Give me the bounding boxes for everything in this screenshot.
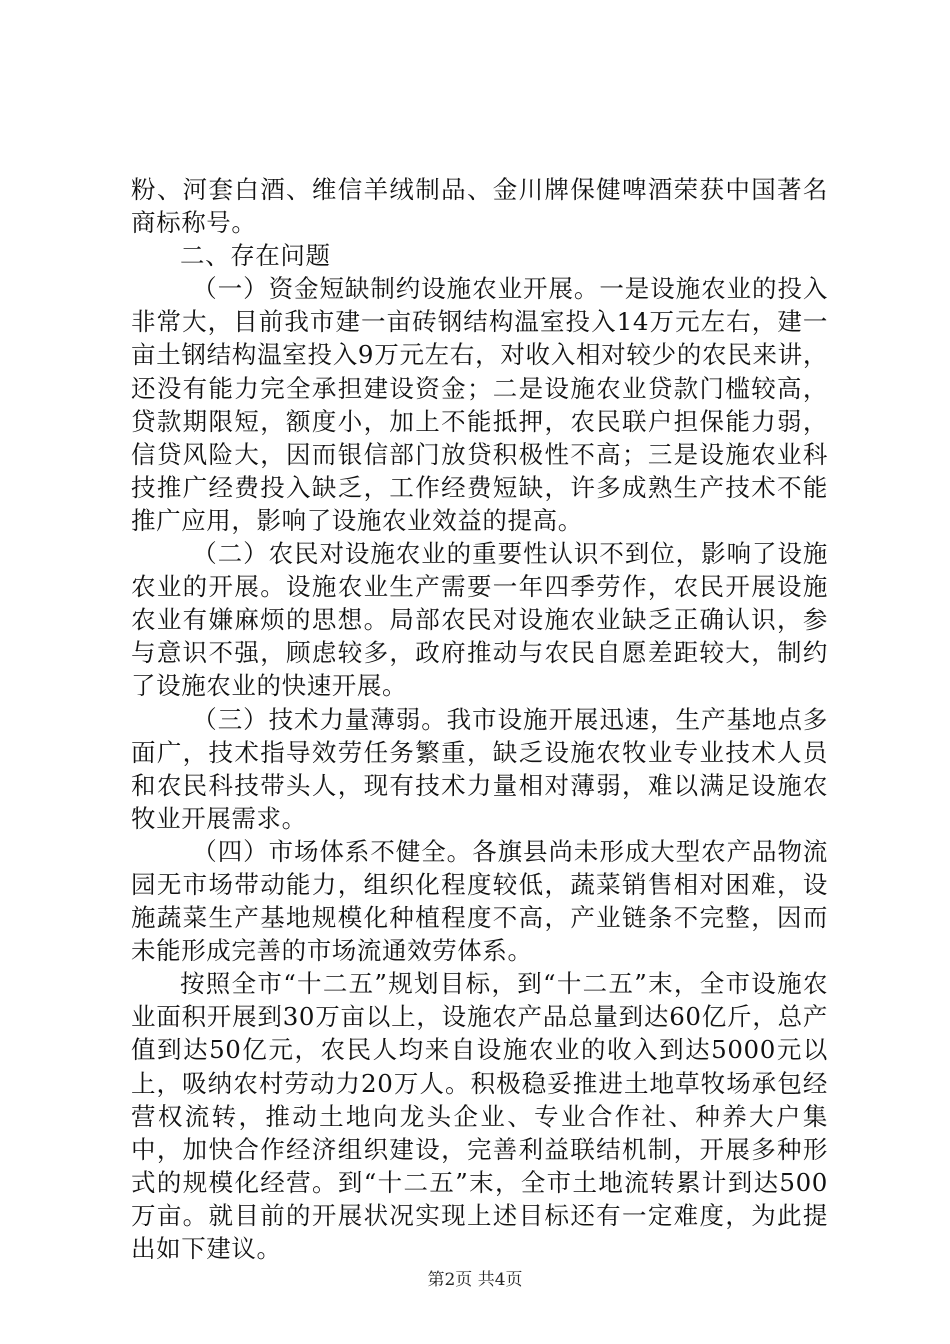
paragraph-continued: 粉、河套白酒、维信羊绒制品、金川牌保健啤酒荣获中国著名商标称号。 bbox=[131, 175, 828, 238]
paragraph-technology: （三）技术力量薄弱。我市设施开展迅速，生产基地点多面广，技术指导效劳任务繁重，缺乏设施农牧业专业技术人员和农民科技带头人，现有技术力量相对薄弱，难以满足设施农牧业开展需求。 bbox=[131, 704, 828, 833]
paragraph-funding: （一）资金短缺制约设施农业开展。一是设施农业的投入非常大，目前我市建一亩砖钢结构温室投入14万元左右，建一亩土钢结构温室投入9万元左右，对收入相对较少的农民来讲，还没有能力完全承担建设资金；二是设施农业贷款门槛较高，贷款期限短，额度小，加上不能抵押，农民联户担保能力弱，信贷风险大，因而银信部门放贷积极性不高；三是设施农业科技推广经费投入缺乏，工作经费短缺，许多成熟生产技术不能推广应用，影响了设施农业效益的提高。 bbox=[131, 274, 828, 535]
document-body bbox=[131, 173, 828, 1265]
section-heading: 二、存在问题 bbox=[180, 241, 331, 271]
paragraph-market: （四）市场体系不健全。各旗县尚未形成大型农产品物流园无市场带动能力，组织化程度较低，蔬菜销售相对困难，设施蔬菜生产基地规模化种植程度不高，产业链条不完整，因而未能形成完善的市场流通效劳体系。 bbox=[131, 836, 828, 966]
page-footer: 第2页 共4页 bbox=[427, 1270, 523, 1290]
paragraph-targets: 按照全市“十二五”规划目标，到“十二五”末，全市设施农业面积开展到30万亩以上，设施农产品总量到达60亿斤，总产值到达50亿元，农民人均来自设施农业的收入到达5000元以上，吸纳农村劳动力20万人。积极稳妥推进土地草牧场承包经营权流转，推动土地向龙头企业、专业合作社、种养大户集中，加快合作经济组织建设，完善利益联结机制，开展多种形式的规模化经营。到“十二五”末，全市土地流转累计到达500万亩。就目前的开展状况实现上述目标还有一定难度，为此提出如下建议。 bbox=[131, 969, 828, 1263]
paragraph-awareness: （二）农民对设施农业的重要性认识不到位，影响了设施农业的开展。设施农业生产需要一年四季劳作，农民开展设施农业有嫌麻烦的思想。局部农民对设施农业缺乏正确认识，参与意识不强，顾虑较多，政府推动与农民自愿差距较大，制约了设施农业的快速开展。 bbox=[131, 539, 828, 701]
